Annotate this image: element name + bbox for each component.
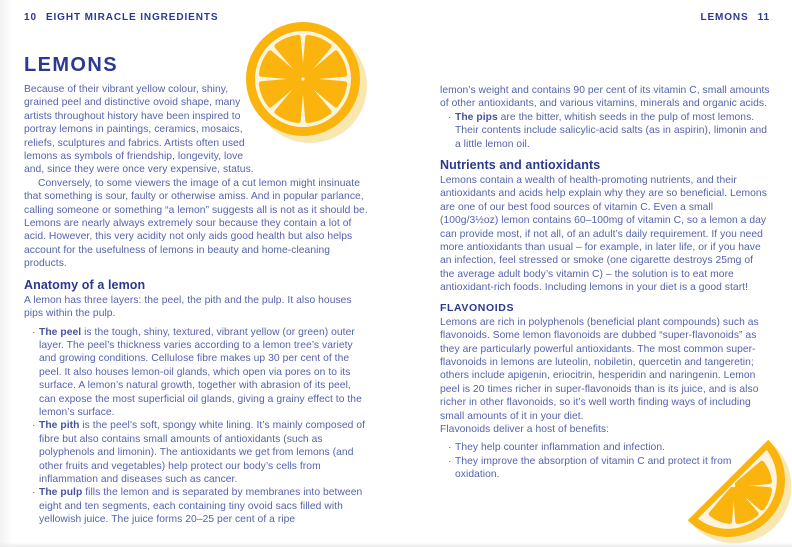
bullet-text-pith: is the peel’s soft, spongy white lining. It’s mainly composed of fibre but also contains small amounts of antioxidants (such as polyphenols and limonin). The antioxidants we get from lemons (and other fruits and vegetables) help protect our body’s cells from inflammation and diseases such as cancer. <box>39 420 366 485</box>
bullet-lead-pith: The pith <box>39 420 80 432</box>
bullet-dot: · <box>32 326 36 338</box>
intro-paragraph-2: Conversely, to some viewers the image of a cut lemon might insinuate that something is sour, faulty or otherwise amiss. And in popular parlance, calling someone or something “a lemon” suggests all is not as it should be. Lemons are nearly always extremely sour because they contain a lot of acid. However, this very acidity not only aids good health but also helps account for the usefulness of lemons in beauty and home-cleaning products. <box>24 177 368 270</box>
nutrients-paragraph: Lemons contain a wealth of health-promoting nutrients, and their antioxidants and acids help explain why they are so beneficial. Lemons are one of our best food sources of vitamin C. Even a small (100g/3½oz) lemon contains 60–100mg of vitamin C, so a lemon a day can provide most, if not all, of an adult’s daily requirement. If you need more antioxidants than usual – for example, in later life, or if you have an infection, feel stressed or smoke (one cigarette destroys 25mg of the average adult body’s vitamin C) – the solution is to eat more antioxidant-rich foods. Including lemons in your diet is a good start! <box>440 175 767 294</box>
benefits-intro: Flavonoids deliver a host of benefits: <box>440 423 610 435</box>
section-intro-paragraph: A lemon has three layers: the peel, the pith and the pulp. It also houses pips within the pulp. <box>24 294 352 320</box>
bullet-item-peel <box>24 326 370 420</box>
section-heading-nutrients: Nutrients and antioxidants <box>440 158 601 173</box>
pulp-continuation-paragraph: lemon’s weight and contains 90 per cent of its vitamin C, small amounts of other antioxidants, and various vitamins, minerals and organic acids. <box>440 85 770 110</box>
sub-heading-flavonoids: FLAVONOIDS <box>440 301 515 314</box>
bullet-dot: · <box>448 111 452 123</box>
section-heading-anatomy: Anatomy of a lemon <box>24 277 146 292</box>
anatomy-bullet-list <box>24 326 370 527</box>
running-head-left-title: EIGHT MIRACLE INGREDIENTS <box>45 12 219 23</box>
bullet-dot: · <box>32 487 36 499</box>
bullet-lead-pips: The pips <box>455 111 498 123</box>
bullet-item-pith <box>24 419 370 486</box>
page-bottom-edge-shading <box>0 542 792 547</box>
lemon-wedge-illustration <box>648 408 792 547</box>
page-number-right: 11 <box>757 12 770 23</box>
bullet-item-pips <box>440 111 770 151</box>
bullet-text-benefit-2: They improve the absorption of vitamin C and protect it from oxidation. <box>455 455 732 481</box>
bullet-text-pips: are the bitter, whitish seeds in the pulp of most lemons. Their contents include salicylic-acid salts (as in aspirin), limonin and a little lemon oil. <box>455 111 768 150</box>
pips-bullet-list <box>440 111 770 151</box>
bullet-text-benefit-1: They help counter inflammation and infection. <box>455 442 666 454</box>
lemon-slice-illustration <box>233 8 378 153</box>
bullet-text-peel: is the tough, shiny, textured, vibrant yellow (or green) outer layer. The peel’s thickness varies according to a lemon tree’s variety and growing conditions. Cellulose fibre makes up 30 per cent of the peel. It also houses lemon-oil glands, which open via pores on to its surface. A lemon’s natural growth, together with abrasion of its peel, can expose the most superficial oil glands, giving a grainy effect to the lemon’s surface. <box>39 326 362 418</box>
bullet-dot: · <box>448 455 452 467</box>
bullet-dot: · <box>448 442 452 454</box>
intro-paragraph-1: Because of their vibrant yellow colour, shiny, grained peel and distinctive ovoid shape, many artists throughout history have been inspired to portray lemons in paintings, ceramics, mosaics, reliefs, sculptures and fabrics. Artists often used lemons as symbols of friendship, longevity, love and, since they were once very expensive, status. <box>24 83 370 177</box>
page-title: LEMONS <box>24 54 118 76</box>
bullet-lead-peel: The peel <box>39 326 82 338</box>
flavonoids-paragraph: Lemons are rich in polyphenols (beneficial plant compounds) such as flavonoids. Some lemon flavonoids are dubbed “super-flavonoids” as they are particularly powerful antioxidants. The most common super-flavonoids in lemons are luteolin, nobiletin, quercetin and tangeretin; others include apigenin, eriocitrin, hesperidin and naringenin. Lemon peel is 20 times richer in super-flavonoids than is its juice, and is also richer in other flavonoids, so it’s well worth finding ways of including small amounts of it in your diet. <box>440 316 759 422</box>
page-number-left: 10 <box>24 12 37 23</box>
lemon-slice-pith <box>255 31 351 127</box>
bullet-item-pulp <box>24 486 370 526</box>
running-head-right <box>440 12 770 23</box>
bullet-text-pulp: fills the lemon and is separated by membranes into between eight and ten segments, each containing tiny ovoid sacs filled with yellowish juice. The juice forms 20–25 per cent of a ripe <box>39 487 363 526</box>
bullet-lead-pulp: The pulp <box>39 487 83 499</box>
page-left-edge-shading <box>0 0 12 547</box>
running-head-right-title: LEMONS <box>700 12 749 23</box>
bullet-dot: · <box>32 420 36 432</box>
